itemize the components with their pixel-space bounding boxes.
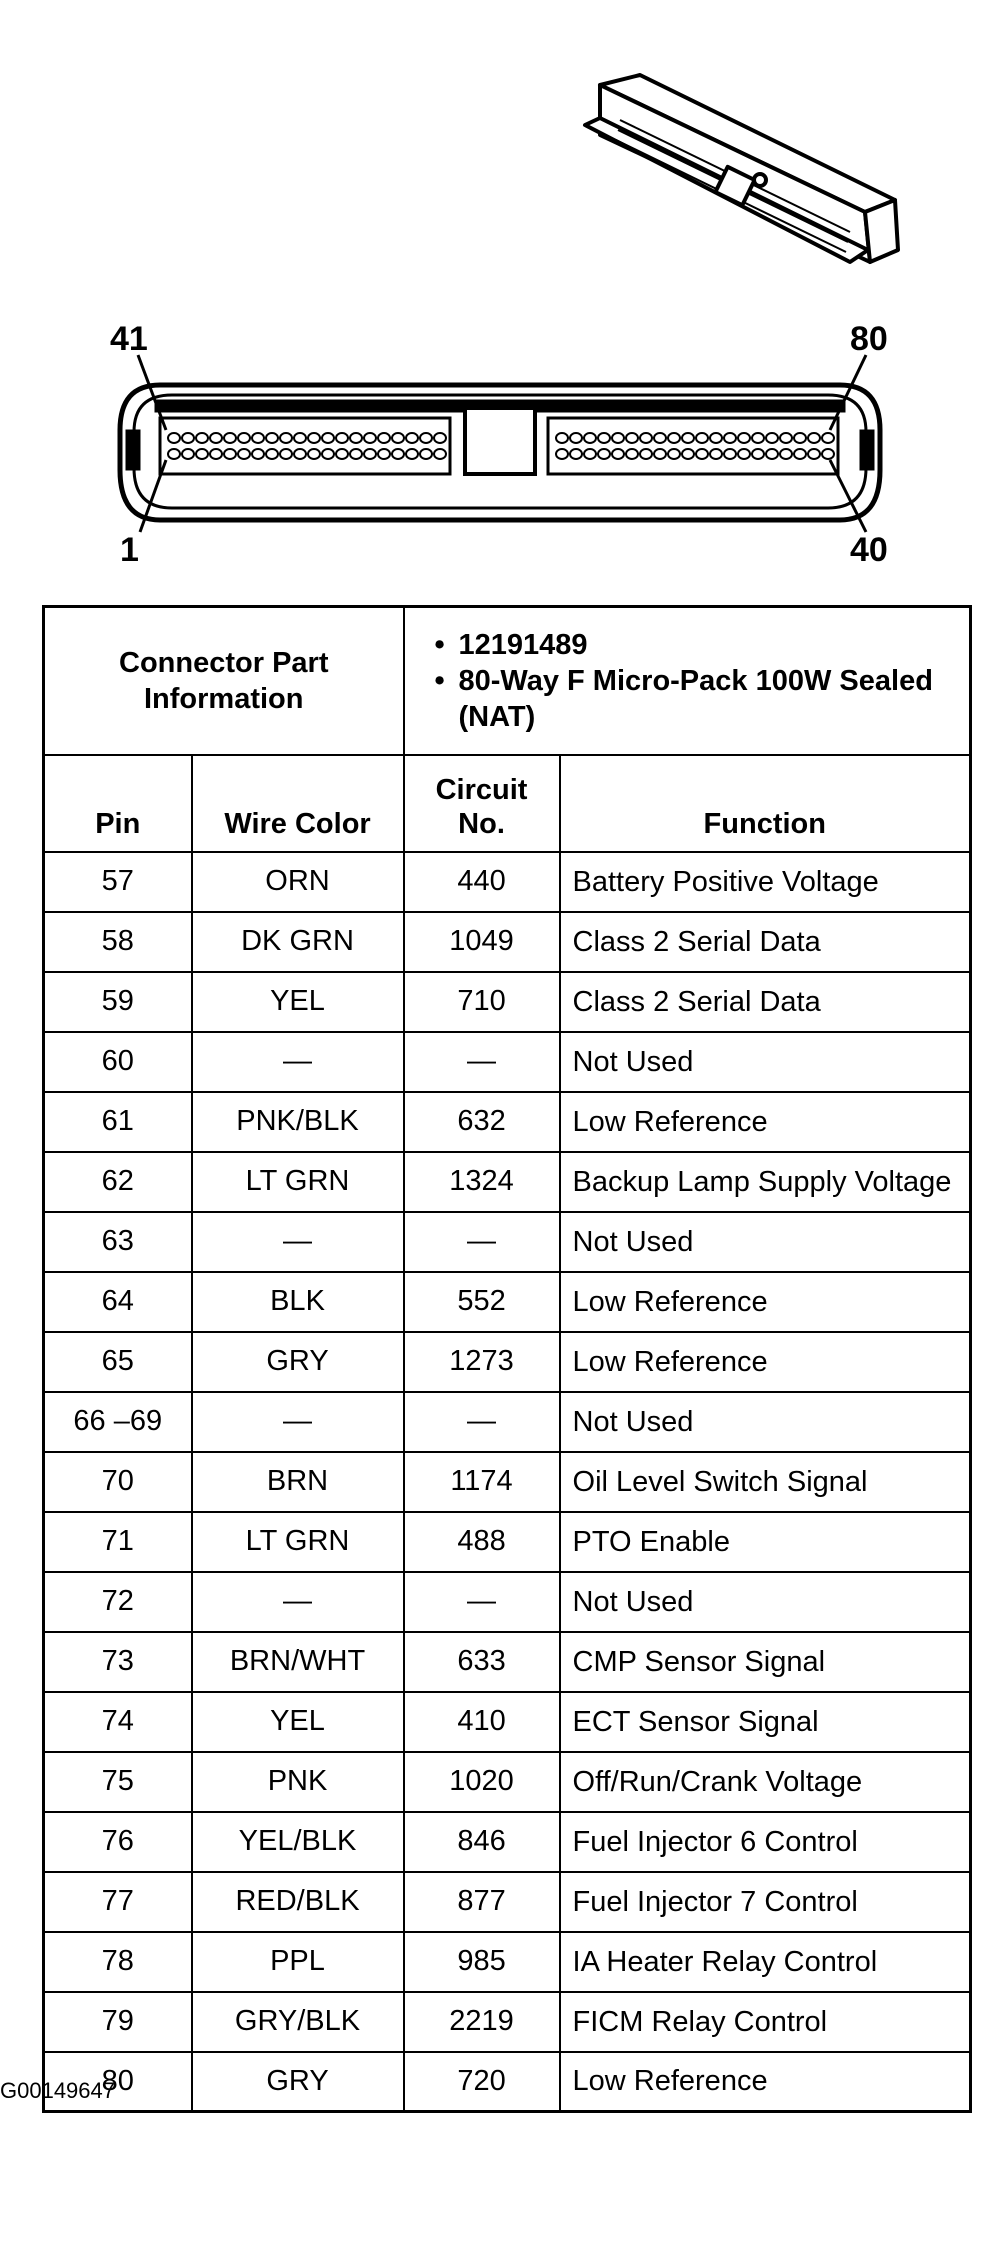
pin-cavity — [280, 449, 292, 459]
function-cell: Low Reference — [560, 2052, 971, 2112]
pin-cell: 71 — [44, 1512, 192, 1572]
pin-cavity — [364, 433, 376, 443]
circuit-cell: 1174 — [404, 1452, 560, 1512]
connector-description: • 80-Way F Micro-Pack 100W Sealed (NAT) — [459, 663, 962, 735]
function-cell: Class 2 Serial Data — [560, 972, 971, 1032]
pin-number-bottom-left: 1 — [120, 531, 139, 569]
table-row — [44, 1032, 971, 1092]
circuit-cell: — — [404, 1572, 560, 1632]
circuit-cell: 985 — [404, 1932, 560, 1992]
table-header-row — [44, 755, 971, 852]
pin-cavity — [420, 449, 432, 459]
function-cell: Not Used — [560, 1212, 971, 1272]
pin-cavity — [598, 449, 610, 459]
table-row — [44, 912, 971, 972]
pin-cavity — [654, 433, 666, 443]
table-row — [44, 1092, 971, 1152]
table-row — [44, 1632, 971, 1692]
pin-cavity — [640, 449, 652, 459]
pin-cavity — [584, 433, 596, 443]
circuit-cell: 1324 — [404, 1152, 560, 1212]
pin-cavity — [780, 433, 792, 443]
pin-cavity — [738, 433, 750, 443]
table-row — [44, 1392, 971, 1452]
pin-cavity — [794, 433, 806, 443]
pin-cavity — [238, 449, 250, 459]
connector-part-info-values — [404, 607, 971, 755]
pin-cavity — [724, 433, 736, 443]
circuit-cell: 552 — [404, 1272, 560, 1332]
table-row — [44, 972, 971, 1032]
table-row — [44, 1992, 971, 2052]
pin-cavity — [752, 433, 764, 443]
pin-cavity — [406, 449, 418, 459]
wire-color-cell: GRY/BLK — [192, 1992, 404, 2052]
table-row — [44, 1452, 971, 1512]
function-cell: ECT Sensor Signal — [560, 1692, 971, 1752]
pin-cavity — [626, 449, 638, 459]
pin-cavity — [668, 433, 680, 443]
circuit-cell: 633 — [404, 1632, 560, 1692]
wire-color-cell: ORN — [192, 852, 404, 912]
table-row — [44, 1512, 971, 1572]
circuit-cell: 2219 — [404, 1992, 560, 2052]
circuit-cell: 877 — [404, 1872, 560, 1932]
pin-cavity — [224, 433, 236, 443]
pin-cavity — [280, 433, 292, 443]
pin-cell: 57 — [44, 852, 192, 912]
pin-cavity — [210, 449, 222, 459]
pin-cell: 64 — [44, 1272, 192, 1332]
pin-cavity — [238, 433, 250, 443]
pin-cell: 76 — [44, 1812, 192, 1872]
pin-cavity — [196, 449, 208, 459]
circuit-cell: 440 — [404, 852, 560, 912]
table-row — [44, 1332, 971, 1392]
pin-cavity — [168, 449, 180, 459]
connector-isometric-view — [585, 75, 898, 262]
pin-cell: 66 –69 — [44, 1392, 192, 1452]
pin-cell: 72 — [44, 1572, 192, 1632]
wire-color-cell: PPL — [192, 1932, 404, 1992]
pin-cavity — [752, 449, 764, 459]
pin-cavity — [640, 433, 652, 443]
pin-cavity — [434, 433, 446, 443]
wire-color-cell: LT GRN — [192, 1512, 404, 1572]
circuit-cell: 1020 — [404, 1752, 560, 1812]
pin-cavity — [252, 449, 264, 459]
function-cell: PTO Enable — [560, 1512, 971, 1572]
pin-cell: 70 — [44, 1452, 192, 1512]
circuit-cell: 710 — [404, 972, 560, 1032]
pin-cavity — [378, 449, 390, 459]
function-cell: Not Used — [560, 1032, 971, 1092]
pin-cavity — [766, 433, 778, 443]
pin-cavity — [434, 449, 446, 459]
pin-cavity — [420, 433, 432, 443]
table-row — [44, 852, 971, 912]
pin-cavity — [350, 433, 362, 443]
pin-cavity — [406, 433, 418, 443]
function-cell: Class 2 Serial Data — [560, 912, 971, 972]
wire-color-cell: BRN — [192, 1452, 404, 1512]
function-cell: Fuel Injector 6 Control — [560, 1812, 971, 1872]
pin-cell: 75 — [44, 1752, 192, 1812]
pin-cavity — [612, 433, 624, 443]
connector-pinout-table — [42, 605, 972, 2113]
function-cell: CMP Sensor Signal — [560, 1632, 971, 1692]
pin-cavity — [392, 449, 404, 459]
table-row — [44, 1692, 971, 1752]
circuit-cell: 488 — [404, 1512, 560, 1572]
pin-cell: 78 — [44, 1932, 192, 1992]
wire-color-cell: RED/BLK — [192, 1872, 404, 1932]
pin-cavity — [612, 449, 624, 459]
pin-cavity — [738, 449, 750, 459]
pin-cavity — [808, 449, 820, 459]
pin-number-bottom-right: 40 — [850, 531, 888, 569]
pin-number-top-right: 80 — [850, 320, 888, 358]
pin-cavity — [794, 449, 806, 459]
pin-cell: 59 — [44, 972, 192, 1032]
wire-color-cell: YEL — [192, 1692, 404, 1752]
wire-color-cell: LT GRN — [192, 1152, 404, 1212]
table-row — [44, 1932, 971, 1992]
table-row — [44, 1572, 971, 1632]
pin-cavity — [668, 449, 680, 459]
pin-cavity — [266, 433, 278, 443]
function-cell: Battery Positive Voltage — [560, 852, 971, 912]
circuit-cell: — — [404, 1212, 560, 1272]
pin-cavity — [570, 433, 582, 443]
wire-color-cell: YEL/BLK — [192, 1812, 404, 1872]
connector-info-row — [44, 607, 971, 755]
pin-cavity — [350, 449, 362, 459]
function-cell: Not Used — [560, 1392, 971, 1452]
pin-cell: 80 — [44, 2052, 192, 2112]
pin-cell: 58 — [44, 912, 192, 972]
circuit-cell: — — [404, 1392, 560, 1452]
pin-cavity — [392, 433, 404, 443]
pin-cavity — [724, 449, 736, 459]
wire-color-cell: — — [192, 1572, 404, 1632]
pin-cell: 62 — [44, 1152, 192, 1212]
pin-cavity — [696, 449, 708, 459]
function-cell: Low Reference — [560, 1092, 971, 1152]
pin-cavity — [822, 449, 834, 459]
function-cell: Low Reference — [560, 1272, 971, 1332]
table-row — [44, 1872, 971, 1932]
pin-cavity — [822, 433, 834, 443]
pin-cavity — [322, 433, 334, 443]
circuit-cell: 632 — [404, 1092, 560, 1152]
pin-cavity — [336, 449, 348, 459]
figure-identifier: G00149647 — [0, 2078, 115, 2103]
pin-cavity — [308, 449, 320, 459]
pin-cavity — [252, 433, 264, 443]
pin-cell: 74 — [44, 1692, 192, 1752]
pin-cavity — [210, 433, 222, 443]
wire-color-cell: PNK/BLK — [192, 1092, 404, 1152]
pin-cavity — [780, 449, 792, 459]
pin-cavity — [556, 433, 568, 443]
wire-color-cell: BRN/WHT — [192, 1632, 404, 1692]
table-row — [44, 1272, 971, 1332]
table-row — [44, 1812, 971, 1872]
pin-cavity — [696, 433, 708, 443]
pin-cavity — [626, 433, 638, 443]
pin-cavity — [570, 449, 582, 459]
circuit-cell: — — [404, 1032, 560, 1092]
table-row — [44, 2052, 971, 2112]
pin-cell: 61 — [44, 1092, 192, 1152]
connector-part-number: • 12191489 — [459, 627, 962, 663]
connector-illustration — [0, 0, 1000, 600]
pin-cavity — [654, 449, 666, 459]
pin-cavity — [766, 449, 778, 459]
pin-cavity — [682, 449, 694, 459]
pin-cavity — [682, 433, 694, 443]
function-cell: Low Reference — [560, 1332, 971, 1392]
wire-color-cell: YEL — [192, 972, 404, 1032]
wire-color-cell: DK GRN — [192, 912, 404, 972]
pin-cavity — [710, 433, 722, 443]
pin-cavity — [266, 449, 278, 459]
pin-cell: 79 — [44, 1992, 192, 2052]
function-cell: Not Used — [560, 1572, 971, 1632]
pin-cavity — [364, 449, 376, 459]
pin-cavity — [294, 433, 306, 443]
wire-color-cell: — — [192, 1032, 404, 1092]
function-cell: Off/Run/Crank Voltage — [560, 1752, 971, 1812]
wire-color-cell: BLK — [192, 1272, 404, 1332]
pin-cavity — [710, 449, 722, 459]
pin-cell: 77 — [44, 1872, 192, 1932]
wire-color-cell: GRY — [192, 2052, 404, 2112]
header-function: Function — [560, 755, 971, 852]
circuit-cell: 720 — [404, 2052, 560, 2112]
pin-cavity — [182, 433, 194, 443]
function-cell: Fuel Injector 7 Control — [560, 1872, 971, 1932]
header-pin: Pin — [44, 755, 192, 852]
wire-color-cell: GRY — [192, 1332, 404, 1392]
circuit-cell: 846 — [404, 1812, 560, 1872]
pin-cavity — [322, 449, 334, 459]
wire-color-cell: — — [192, 1392, 404, 1452]
pin-cavity — [182, 449, 194, 459]
wire-color-cell: PNK — [192, 1752, 404, 1812]
pin-cavity — [168, 433, 180, 443]
pin-cavity — [308, 433, 320, 443]
pin-cell: 73 — [44, 1632, 192, 1692]
pin-cell: 65 — [44, 1332, 192, 1392]
table-row — [44, 1152, 971, 1212]
wire-color-cell: — — [192, 1212, 404, 1272]
pin-cell: 63 — [44, 1212, 192, 1272]
pin-cavity — [224, 449, 236, 459]
pin-cavity — [808, 433, 820, 443]
pin-number-top-left: 41 — [110, 320, 148, 358]
table-row — [44, 1212, 971, 1272]
pin-cavity — [378, 433, 390, 443]
function-cell: Backup Lamp Supply Voltage — [560, 1152, 971, 1212]
header-wire-color: Wire Color — [192, 755, 404, 852]
circuit-cell: 1049 — [404, 912, 560, 972]
table-row — [44, 1752, 971, 1812]
function-cell: FICM Relay Control — [560, 1992, 971, 2052]
pinout-rows — [44, 852, 971, 2112]
pin-cell: 60 — [44, 1032, 192, 1092]
circuit-cell: 410 — [404, 1692, 560, 1752]
pin-cavity — [196, 433, 208, 443]
circuit-cell: 1273 — [404, 1332, 560, 1392]
pin-cavity — [584, 449, 596, 459]
pin-cavity — [556, 449, 568, 459]
header-circuit-no: Circuit No. — [404, 755, 560, 852]
connector-part-info-label: Connector Part Information — [44, 607, 404, 755]
pin-cavity — [294, 449, 306, 459]
function-cell: IA Heater Relay Control — [560, 1932, 971, 1992]
pin-cavity — [598, 433, 610, 443]
pin-cavity — [336, 433, 348, 443]
function-cell: Oil Level Switch Signal — [560, 1452, 971, 1512]
